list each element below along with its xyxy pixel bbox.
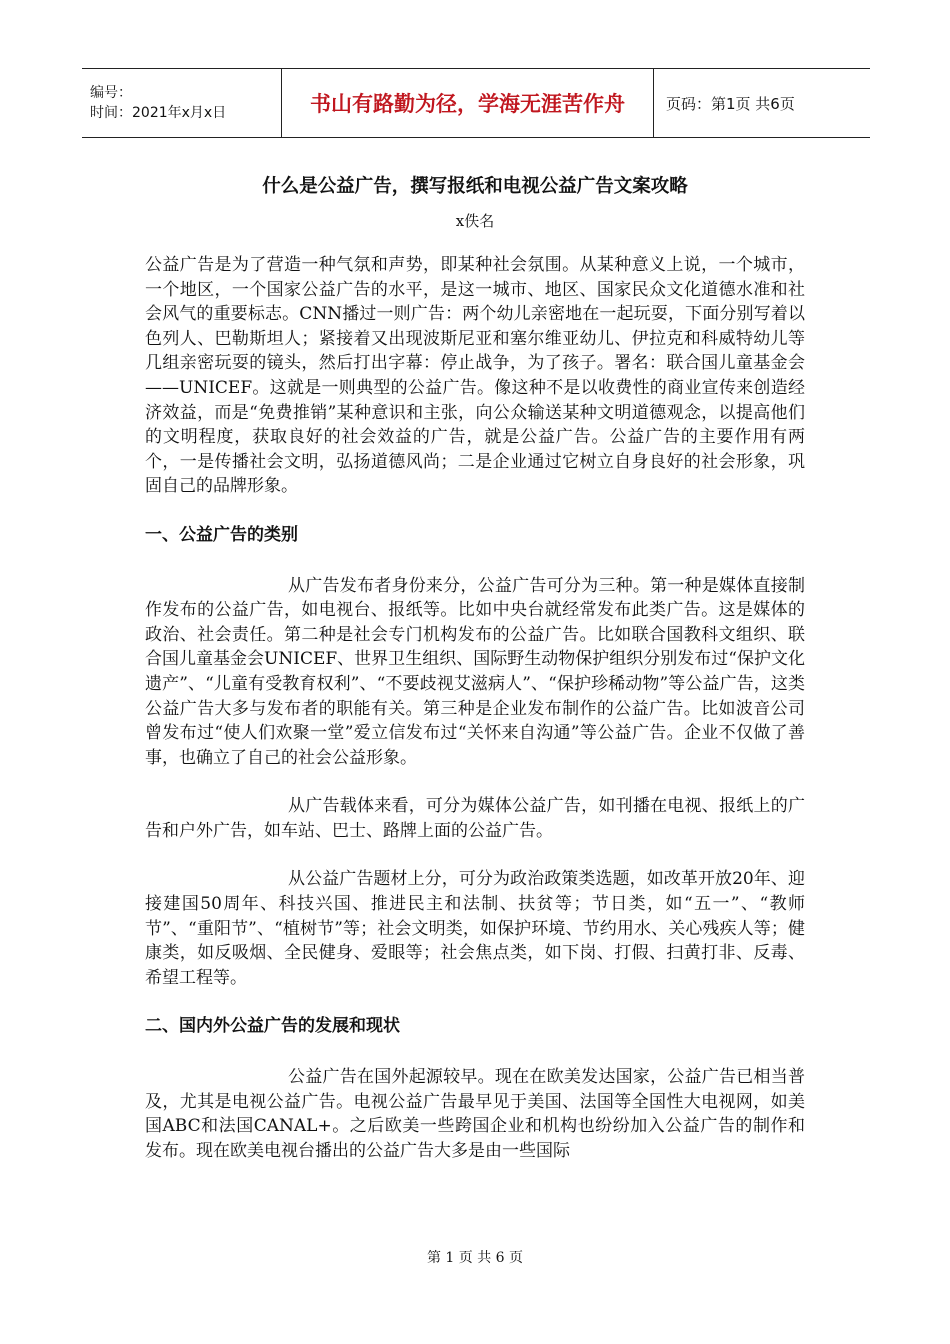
page-header (82, 68, 870, 138)
paragraph-origin: 公益广告在国外起源较早。现在在欧美发达国家，公益广告已相当普及，尤其是电视公益广告。电视公益广告最早见于美国、法国等全国性大电视网，如美国ABC和法国CANAL+。之后欧美一些跨国企业和机构也纷纷加入公益广告的制作和发布。现在欧美电视台播出的公益广告大多是由一些国际 (145, 1067, 805, 1161)
section-heading-categories: 一、公益广告的类别 (145, 524, 298, 545)
number-label: 编号： (90, 85, 132, 101)
paragraph-by-publisher: 从广告发布者身份来分，公益广告可分为三种。第一种是媒体直接制作发布的公益广告，如电视台、报纸等。比如中央台就经常发布此类广告。这是媒体的政治、社会责任。第二种是社会专门机构发布的公益广告。比如联合国教科文组织、联合国儿童基金会UNICEF、世界卫生组织、国际野生动物保护组织分别发布过“保护文化遗产”、“儿童有受教育权利”、“不要歧视艾滋病人”、“保护珍稀动物”等公益广告，这类公益广告大多与发布者的职能有关。第三种是企业发布制作的公益广告。比如波音公司曾发布过“使人们欢聚一堂”爱立信发布过“关怀来自沟通”等公益广告。企业不仅做了善事，也确立了自己的社会公益形象。 (145, 575, 805, 768)
document-body (145, 253, 805, 1187)
document-author: x佚名 (455, 212, 495, 230)
date-label: 时间：2021年x月x日 (90, 105, 227, 121)
header-motto: 书山有路勤为径，学海无涯苦作舟 (282, 69, 654, 137)
header-page-label: 页码：第1页 共6页 (666, 94, 795, 113)
paragraph-by-carrier: 从广告载体来看，可分为媒体公益广告，如刊播在电视、报纸上的广告和户外广告，如车站、巴士、路牌上面的公益广告。 (145, 796, 805, 841)
section-heading-development: 二、国内外公益广告的发展和现状 (145, 1016, 400, 1037)
paragraph-by-theme: 从公益广告题材上分，可分为政治政策类选题，如改革开放20年、迎接建国50周年、科技兴国、推进民主和法制、扶贫等；节日类，如“五一”、“教师节”、“重阳节”、“植树节”等；社会文明类，如保护环境、节约用水、关心残疾人等；健康类，如反吸烟、全民健身、爱眼等；社会焦点类，如下岗、打假、扫黄打非、反毒、希望工程等。 (145, 869, 805, 988)
intro-paragraph: 公益广告是为了营造一种气氛和声势，即某种社会氛围。从某种意义上说，一个城市，一个地区，一个国家公益广告的水平，是这一城市、地区、国家民众文化道德水准和社会风气的重要标志。CNN播过一则广告：两个幼儿亲密地在一起玩耍，下面分别写着以色列人、巴勒斯坦人；紧接着又出现波斯尼亚和塞尔维亚幼儿、伊拉克和科威特幼儿等几组亲密玩耍的镜头，然后打出字幕：停止战争，为了孩子。署名：联合国儿童基金会——UNICEF。这就是一则典型的公益广告。像这种不是以收费性的商业宣传来创造经济效益，而是“免费推销”某种意识和主张，向公众输送某种文明道德观念，以提高他们的文明程度，获取良好的社会效益的广告，就是公益广告。公益广告的主要作用有两个，一是传播社会文明，弘扬道德风尚；二是企业通过它树立自身良好的社会形象，巩固自己的品牌形象。 (145, 255, 805, 497)
page-footer: 第 1 页 共 6 页 (426, 1250, 524, 1266)
header-meta (82, 69, 282, 137)
document-title: 什么是公益广告，撰写报纸和电视公益广告文案攻略 (262, 176, 688, 197)
